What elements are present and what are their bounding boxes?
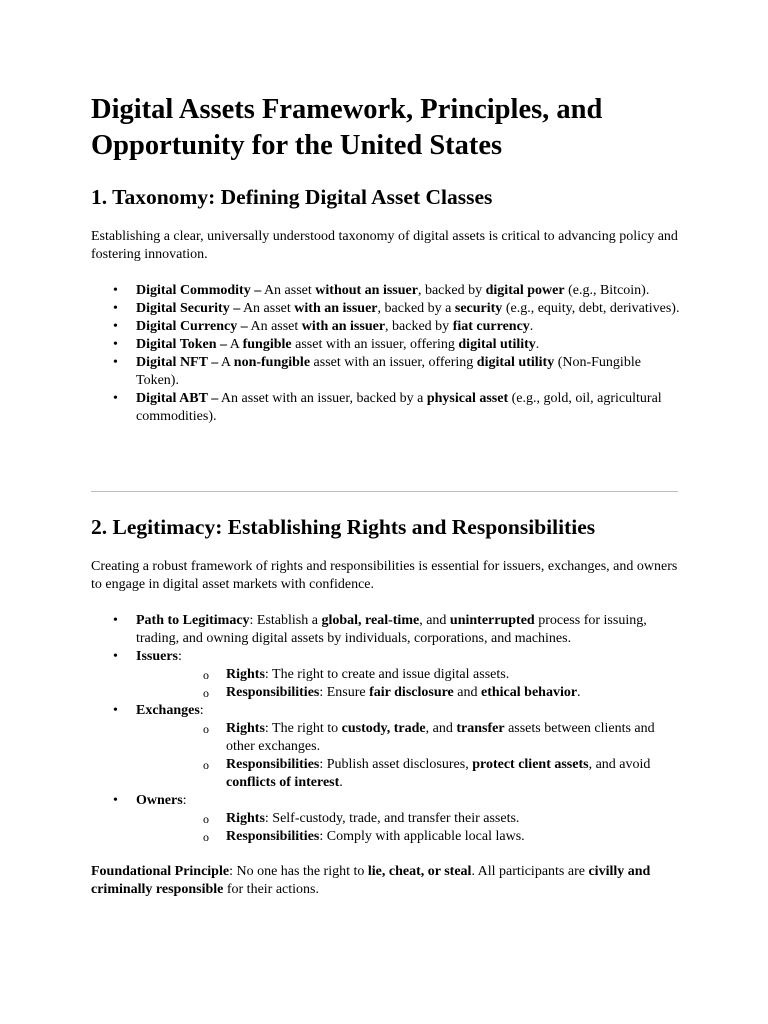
list-item-exchanges: • Exchanges: o Rights: The right to custody, trade, and transfer assets between clients and other exchanges. o Responsibilities: Publish asset disclosures, protect client assets, and avoid conflicts of interest. [91,702,680,792]
exchanges-sublist [136,720,680,792]
list-item: • Digital ABT – An asset with an issuer, backed by a physical asset (e.g., gold, oil, agricultural commodities). [113,391,662,424]
sub-list-item: o Responsibilities: Publish asset disclosures, protect client assets, and avoid conflicts of interest. [203,757,651,790]
list-item-owners: • Owners: o Rights: Self-custody, trade, and transfer their assets. o Responsibilities: Comply with applicable local laws. [91,792,680,846]
bullet: • [113,319,118,334]
section1-heading: 1. Taxonomy: Defining Digital Asset Classes [91,185,493,209]
bullet: • [113,793,118,808]
section2-intro: Creating a robust framework of rights and responsibilities is essential for issuers, exchanges, and owners to engage in digital asset markets with confidence. [91,559,678,592]
sub-list-item: o Responsibilities: Ensure fair disclosure and ethical behavior. [203,685,581,700]
bullet: • [113,391,118,406]
page-title: Digital Assets Framework, Principles, and Opportunity for the United States [91,94,603,161]
sub-list-item: o Responsibilities: Comply with applicable local laws. [203,829,525,844]
bullet: • [113,613,118,628]
list-item: • Digital Commodity – An asset without an issuer, backed by digital power (e.g., Bitcoin). [113,283,650,298]
sub-bullet: o [203,812,209,826]
bullet: • [113,649,118,664]
sub-bullet: o [203,830,209,844]
sub-bullet: o [203,722,209,736]
list-item: • Digital Currency – An asset with an issuer, backed by fiat currency. [113,319,534,334]
sub-bullet: o [203,668,209,682]
sub-bullet: o [203,686,209,700]
sub-list-item: o Rights: Self-custody, trade, and transfer their assets. [203,811,520,826]
bullet: • [113,703,118,718]
sub-list-item: o Rights: The right to create and issue digital assets. [203,667,510,682]
list-item-path-to-legitimacy: • Path to Legitimacy: Establish a global, real-time, and uninterrupted process for issuing, trading, and owning digital assets by individuals, corporations, and machines. [113,613,647,646]
bullet: • [113,337,118,352]
horizontal-divider [91,491,678,492]
section2-heading: 2. Legitimacy: Establishing Rights and Responsibilities [91,515,596,539]
bullet: • [113,301,118,316]
sub-bullet: o [203,758,209,772]
list-item-issuers: • Issuers: o Rights: The right to create and issue digital assets. o Responsibilities: Ensure fair disclosure and ethical behavior. [91,648,680,702]
foundational-principle: Foundational Principle: No one has the right to lie, cheat, or steal. All participants are civilly and criminally responsible for their actions. [91,864,651,897]
bullet: • [113,283,118,298]
issuers-sublist [136,666,680,702]
section1-intro: Establishing a clear, universally understood taxonomy of digital assets is critical to advancing policy and fostering innovation. [91,229,678,262]
legitimacy-list [91,612,680,846]
bullet: • [113,355,118,370]
owners-sublist [136,810,680,846]
taxonomy-list [91,282,680,426]
list-item: • Digital Security – An asset with an issuer, backed by a security (e.g., equity, debt, derivatives). [113,301,680,316]
list-item: • Digital Token – A fungible asset with an issuer, offering digital utility. [113,337,540,352]
list-item: • Digital NFT – A non-fungible asset with an issuer, offering digital utility (Non-Fungible Token). [113,355,641,388]
sub-list-item: o Rights: The right to custody, trade, and transfer assets between clients and other exchanges. [203,721,655,754]
